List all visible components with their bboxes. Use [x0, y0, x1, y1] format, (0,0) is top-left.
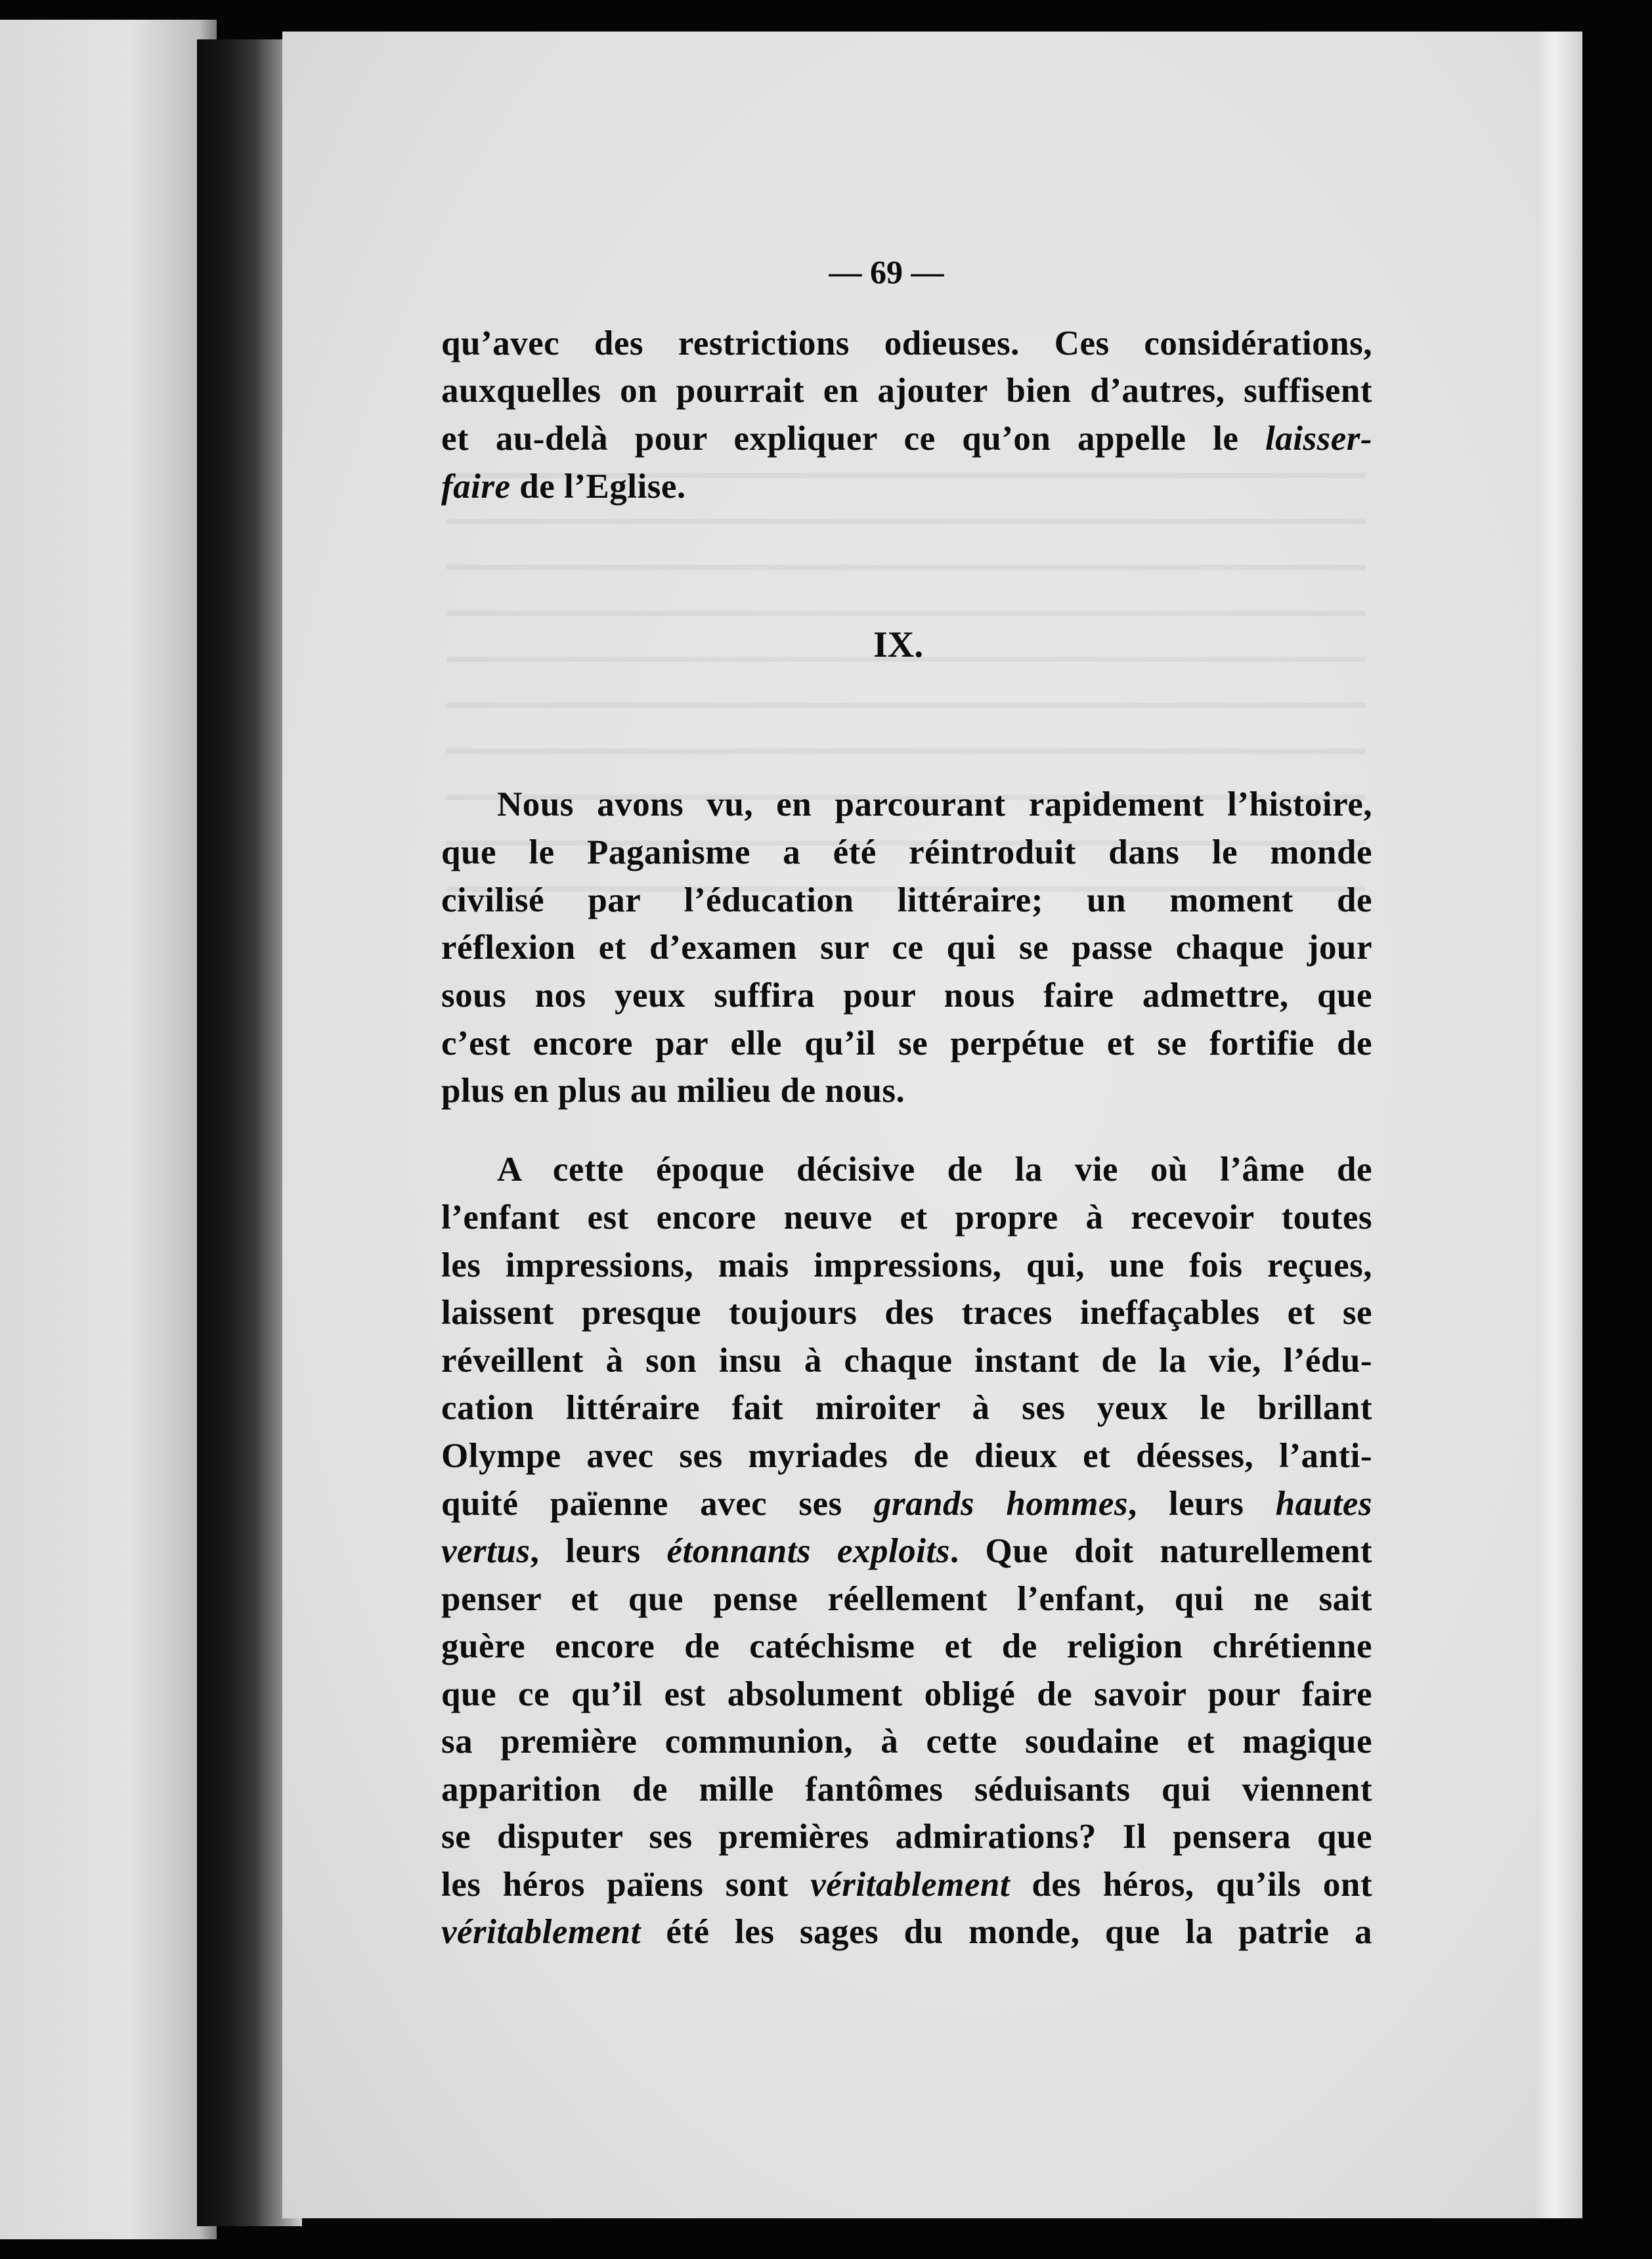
italic-text: vertus — [441, 1532, 531, 1570]
text-run: sous nos yeux suffira pour nous faire admettre, que — [441, 976, 1372, 1015]
text-run: que le Paganisme a été réintroduit dans le monde — [441, 833, 1372, 871]
text-line — [441, 1386, 1372, 1430]
text-line — [441, 1768, 1372, 1811]
text-run: A cette époque décisive de la vie où l’âme de — [497, 1151, 1372, 1189]
text-line — [441, 1815, 1372, 1858]
text-line — [441, 369, 1372, 412]
text-run: apparition de mille fantômes séduisants qui viennent — [441, 1770, 1372, 1809]
italic-text: véritablement — [441, 1913, 641, 1951]
page-right-edge — [1536, 32, 1582, 2218]
text-line — [441, 831, 1372, 874]
text-run: Nous avons vu, en parcourant rapidement l’histoire, — [497, 785, 1372, 823]
text-line — [441, 1720, 1372, 1763]
text-line — [441, 1625, 1372, 1668]
text-line — [441, 1482, 1372, 1525]
italic-text: grands hommes — [873, 1485, 1129, 1523]
text-run: cation littéraire fait miroiter à ses yeux le brillant — [441, 1389, 1372, 1427]
text-run: auxquelles on pourrait en ajouter bien d’autres, suffisent — [441, 372, 1372, 410]
italic-text: hautes — [1275, 1485, 1372, 1523]
text-line — [441, 1291, 1372, 1334]
text-run: réveillent à son insu à chaque instant de la vie, l’édu- — [441, 1342, 1372, 1380]
text-run: qu’avec des restrictions odieuses. Ces considérations, — [441, 324, 1372, 362]
page-number: — 69 — — [829, 253, 944, 290]
text-line — [441, 1910, 1372, 1954]
text-run: et au-delà pour expliquer ce qu’on appelle le — [441, 420, 1265, 458]
facing-page-edge — [0, 20, 217, 2239]
text-run: de l’Eglise. — [510, 468, 686, 506]
text-line — [441, 1339, 1372, 1382]
text-run: guère encore de catéchisme et de religion chrétienne — [441, 1627, 1372, 1665]
text-line — [441, 1244, 1372, 1287]
text-line — [441, 322, 1372, 365]
text-run: laissent presque toujours des traces ineffaçables et se — [441, 1294, 1372, 1332]
text-line — [441, 926, 1372, 969]
text-run: les impressions, mais impressions, qui, une fois reçues, — [441, 1246, 1372, 1284]
text-run: été les sages du monde, que la patrie a — [640, 1913, 1372, 1951]
section-heading: IX. — [873, 625, 924, 665]
text-line — [441, 783, 1372, 826]
text-line — [441, 1529, 1372, 1573]
italic-text: étonnants exploits — [666, 1532, 950, 1570]
text-run: . Que doit naturellement — [949, 1532, 1372, 1570]
text-run: quité païenne avec ses — [441, 1485, 874, 1523]
text-run: , leurs — [1128, 1485, 1276, 1523]
text-run: se disputer ses premières admirations? Il pensera que — [441, 1818, 1372, 1856]
text-run: civilisé par l’éducation littéraire; un moment de — [441, 881, 1372, 919]
text-line — [441, 1069, 1372, 1112]
text-run: c’est encore par elle qu’il se perpétue et se fortifie de — [441, 1024, 1372, 1063]
text-run: , leurs — [530, 1532, 667, 1570]
italic-text: véritablement — [810, 1866, 1011, 1904]
text-line — [441, 1196, 1372, 1239]
text-line — [441, 1863, 1372, 1906]
text-line — [441, 465, 1372, 508]
text-run: Olympe avec ses myriades de dieux et déesses, l’anti- — [441, 1437, 1372, 1475]
text-line — [441, 1434, 1372, 1478]
text-line — [441, 1148, 1372, 1191]
text-line — [441, 417, 1372, 460]
text-line — [441, 1577, 1372, 1621]
text-run: plus en plus au milieu de nous. — [441, 1072, 905, 1110]
text-line — [441, 1022, 1372, 1065]
text-run: que ce qu’il est absolument obligé de savoir pour faire — [441, 1675, 1372, 1713]
text-run: sa première communion, à cette soudaine et magique — [441, 1722, 1372, 1761]
text-line — [441, 1673, 1372, 1716]
text-run: réflexion et d’examen sur ce qui se passe chaque jour — [441, 929, 1372, 967]
italic-text: laisser- — [1265, 420, 1372, 458]
text-run: les héros païens sont — [441, 1866, 811, 1904]
text-run: des héros, qu’ils ont — [1010, 1866, 1372, 1904]
italic-text: faire — [441, 468, 511, 506]
text-line — [441, 879, 1372, 922]
text-line — [441, 974, 1372, 1017]
text-run: l’enfant est encore neuve et propre à recevoir toutes — [441, 1198, 1372, 1237]
text-run: penser et que pense réellement l’enfant, qui ne sait — [441, 1580, 1372, 1618]
